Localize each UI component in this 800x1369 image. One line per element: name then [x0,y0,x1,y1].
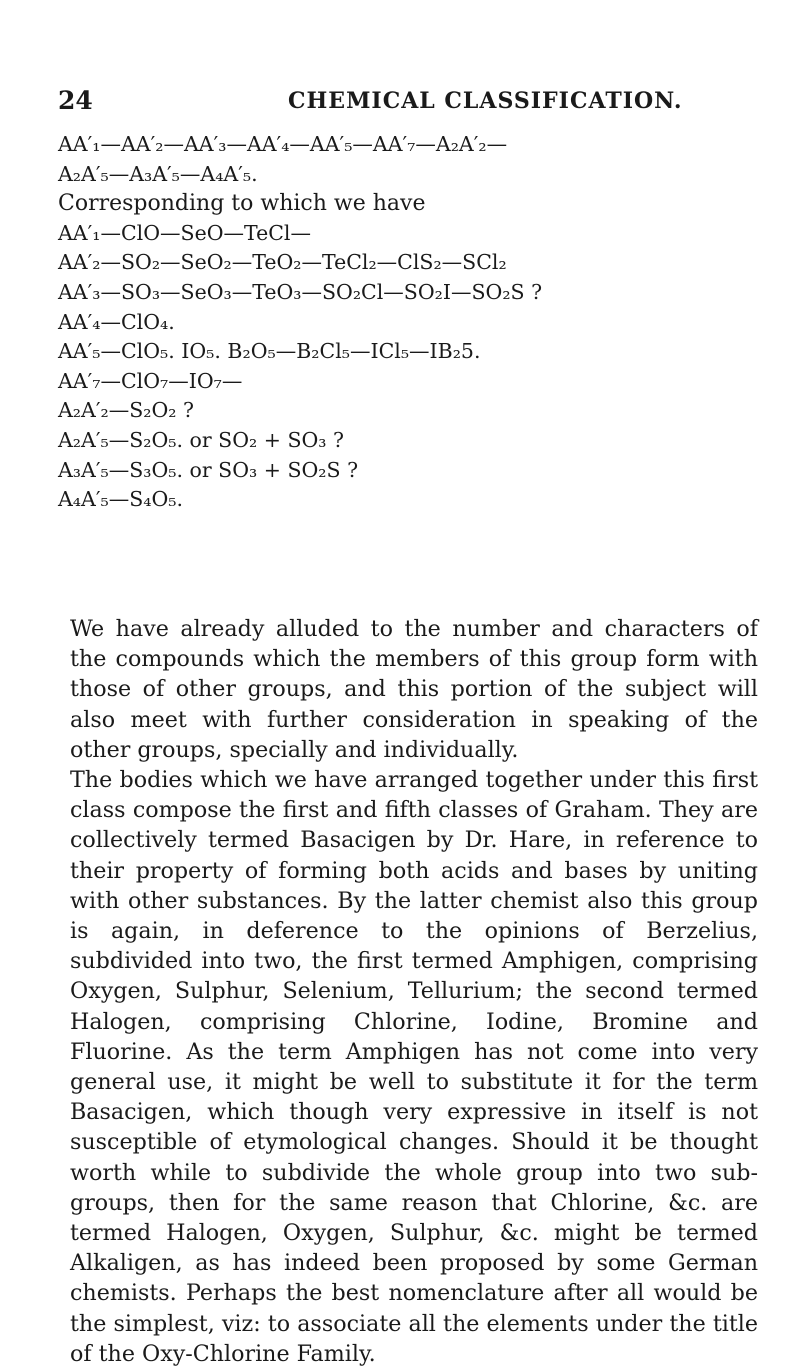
page-number: 24 [58,86,93,115]
formula-line: A₂A′₅—A₃A′₅—A₄A′₅. [58,161,258,186]
formula-line: A₄A′₅—S₄O₅. [58,487,184,512]
formula-line: A₂A′₅—S₂O₅. or SO₂ + SO₃ ? [58,427,345,452]
formula-line: AA′₃—SO₃—SeO₃—TeO₃—SO₂Cl—SO₂I—SO₂S ? [58,279,543,304]
running-title: CHEMICAL CLASSIFICATION. [288,88,683,114]
paragraph: We have already alluded to the number and characters of the compounds which the members of this group form with those of other groups, and this portion of the subject will also meet with further consideration in speaking of the other groups, specially and individually. [70,616,758,763]
body-text [58,614,758,1369]
formula-line: AA′₄—ClO₄. [58,309,175,334]
paragraph: The bodies which we have arranged together under this first class compose the first and fifth classes of Graham. They are collectively termed Basacigen by Dr. Hare, in reference to their property of forming both acids and bases by uniting with other substances. By the latter chemist also this group is again, in deference to the opinions of Berzelius, subdivided into two, the first termed Amphigen, comprising Oxygen, Sulphur, Selenium, Tellurium; the second termed Halogen, comprising Chlorine, Iodine, Bromine and Fluorine. As the term Amphigen has not come into very general use, it might be well to substitute it for the term Basacigen, which though very expressive in itself is not susceptible of etymological changes. Should it be thought worth while to subdivide the whole group into two sub-groups, then for the same reason that Chlorine, &c. are termed Halogen, Oxygen, Sulphur, &c. might be termed Alkaligen, as has indeed been proposed by some German chemists. Perhaps the best nomenclature after all would be the simplest, viz: to associate all the elements under the title of the Oxy-Chlorine Family. [70,767,758,1367]
formula-line: A₃A′₅—S₃O₅. or SO₃ + SO₂S ? [58,457,359,482]
formula-line: AA′₇—ClO₇—IO₇— [58,368,243,393]
formula-line: AA′₁—AA′₂—AA′₃—AA′₄—AA′₅—AA′₇—A₂A′₂— [58,132,508,156]
formula-list [58,130,758,515]
formula-line: AA′₅—ClO₅. IO₅. B₂O₅—B₂Cl₅—ICl₅—IB₂5. [58,339,481,364]
formula-line: AA′₂—SO₂—SeO₂—TeO₂—TeCl₂—ClS₂—SCl₂ [58,250,507,275]
formula-intro-text: Corresponding to which we have [58,191,426,217]
formula-line: A₂A′₂—S₂O₂ ? [58,398,194,423]
formula-line: AA′₁—ClO—SeO—TeCl— [58,220,311,245]
page-header [0,86,800,116]
